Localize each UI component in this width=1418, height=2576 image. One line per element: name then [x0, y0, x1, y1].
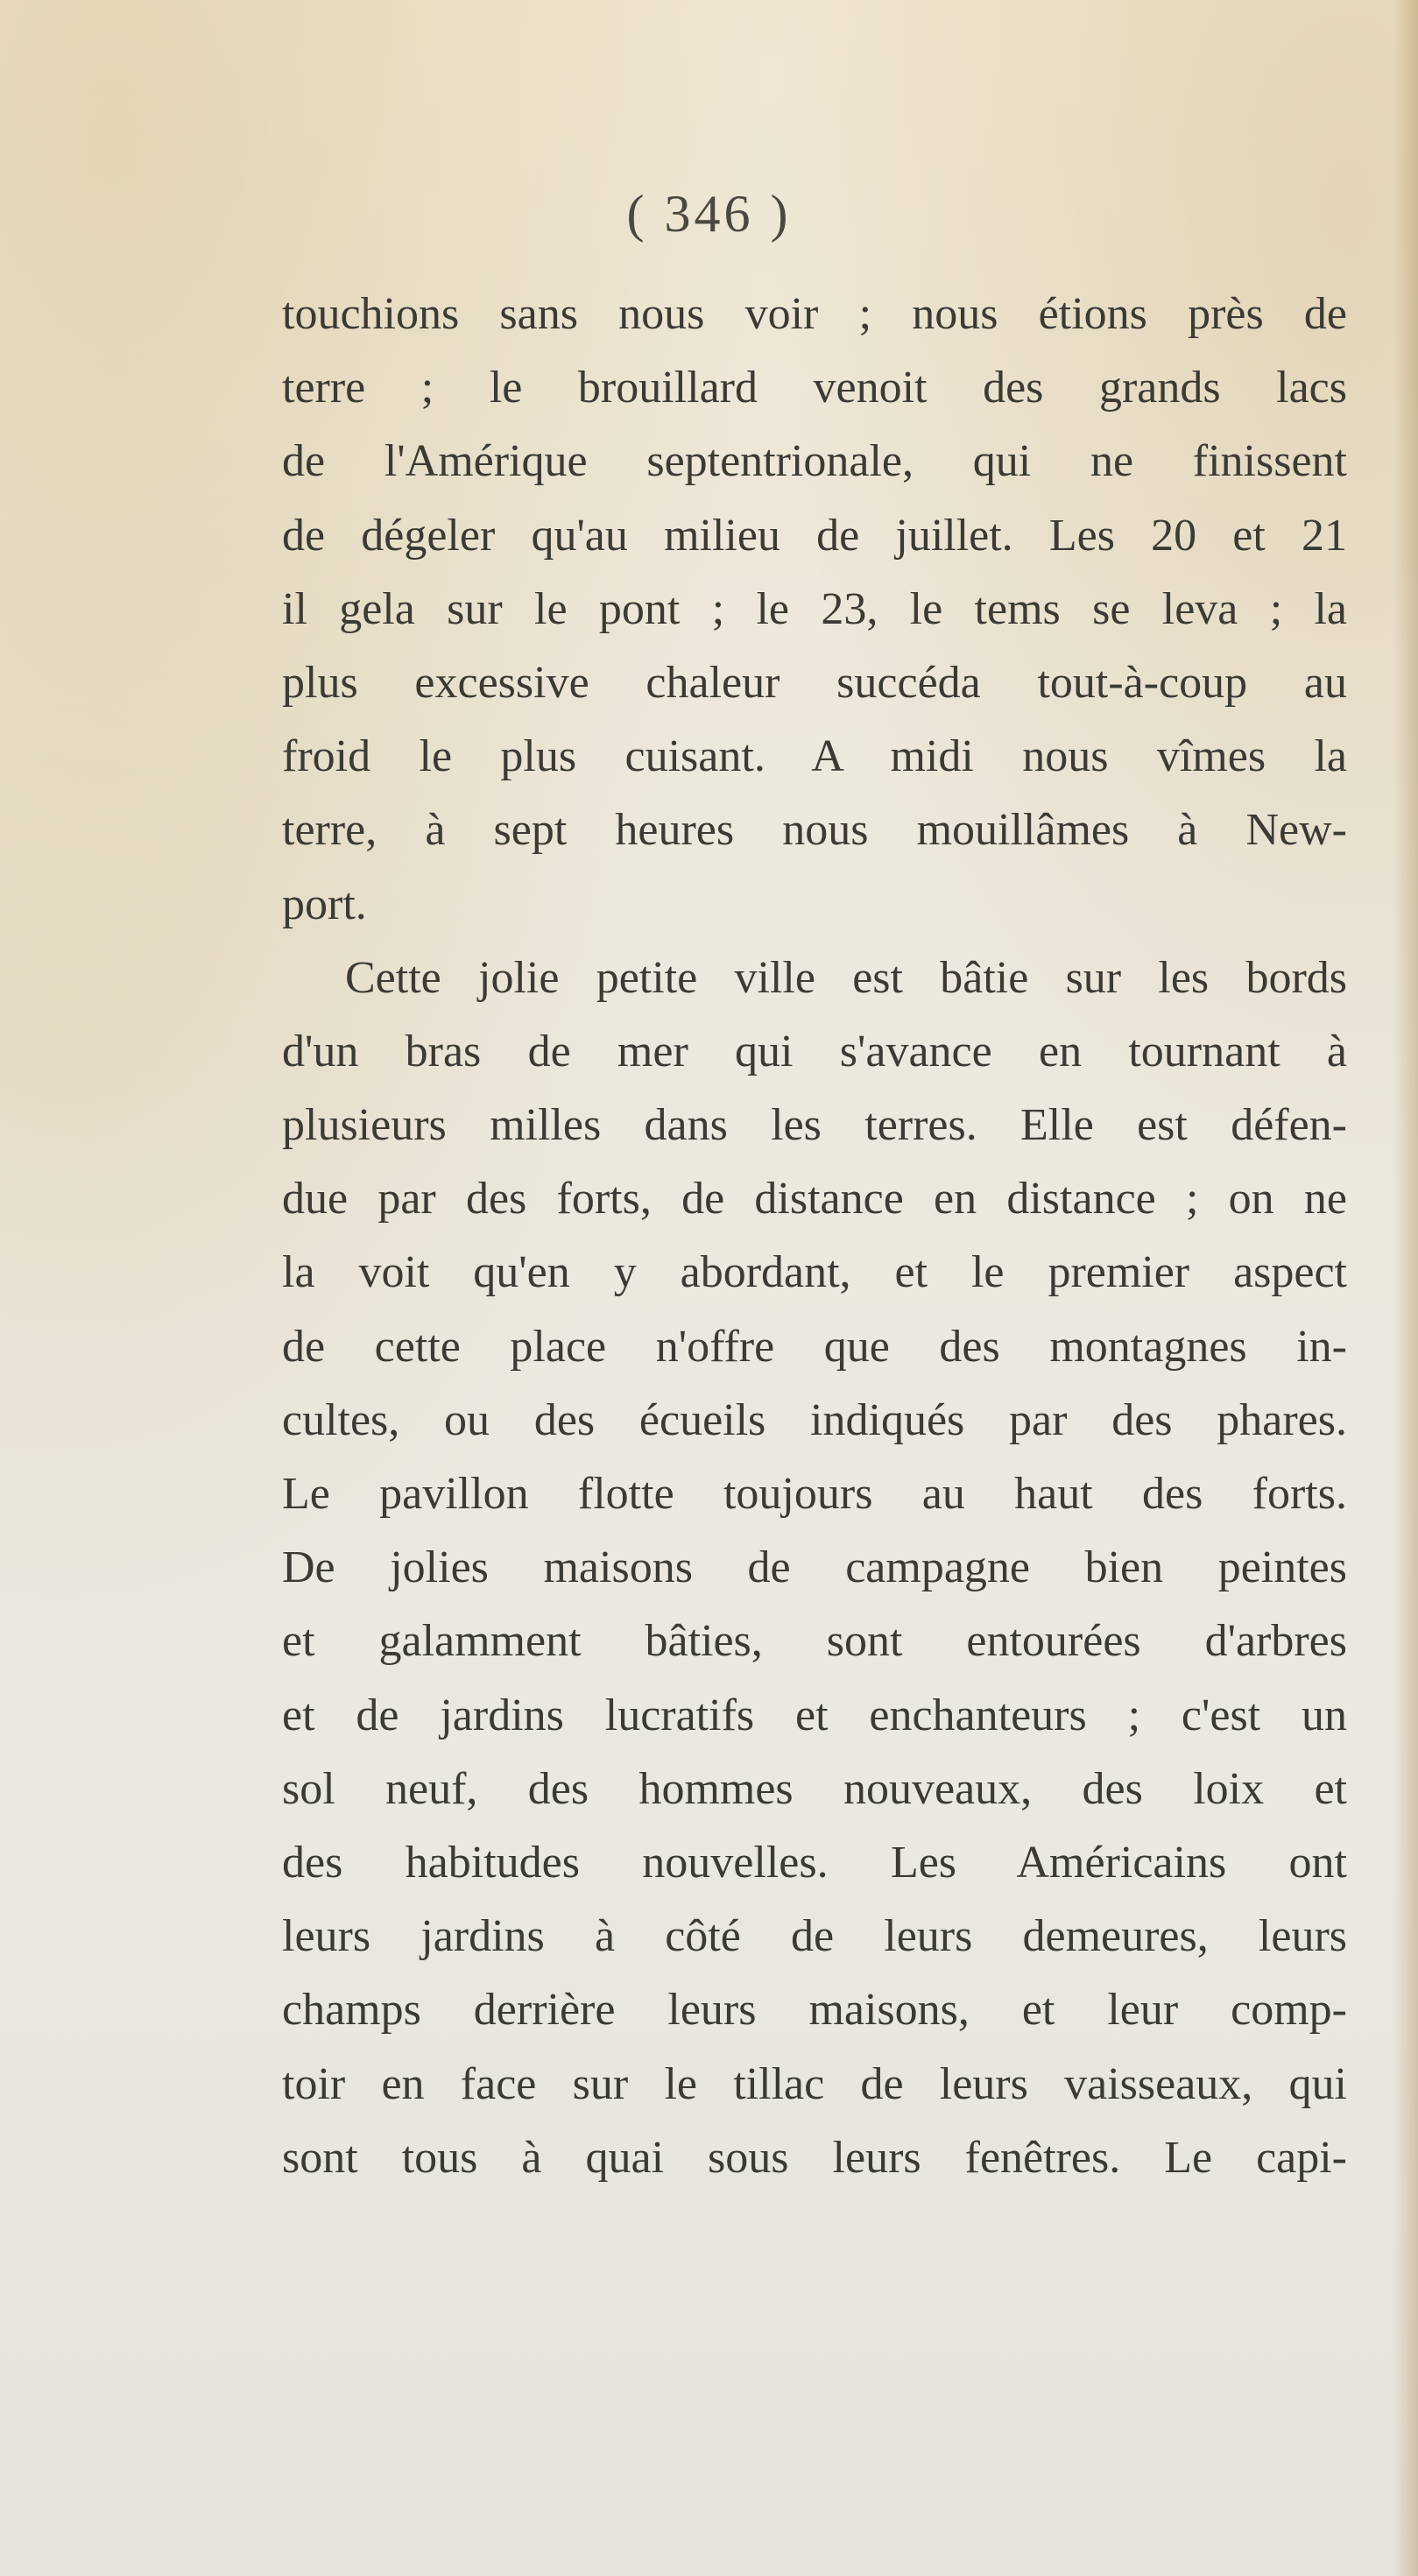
text-line: plusieurs milles dans les terres. Elle est défen-	[282, 1100, 1347, 1151]
text-line: leurs jardins à côté de leurs demeures, leurs	[282, 1911, 1347, 1962]
text-line: de cette place n'offre que des montagnes in-	[282, 1321, 1347, 1372]
text-line: port.	[282, 879, 367, 929]
page-edge	[1393, 0, 1418, 2576]
text-line: des habitudes nouvelles. Les Américains ont	[282, 1837, 1347, 1888]
text-line: Cette jolie petite ville est bâtie sur les bords	[345, 952, 1347, 1003]
text-line: champs derrière leurs maisons, et leur comp-	[282, 1985, 1347, 2036]
text-line: la voit qu'en y abordant, et le premier aspect	[282, 1247, 1347, 1298]
body-text	[282, 278, 1347, 2195]
text-line: et de jardins lucratifs et enchanteurs ; c'est un	[282, 1690, 1347, 1740]
page-number: ( 346 )	[626, 185, 792, 243]
text-line: sol neuf, des hommes nouveaux, des loix et	[282, 1763, 1347, 1814]
text-line: Le pavillon flotte toujours au haut des forts.	[282, 1469, 1347, 1519]
text-line: sont tous à quai sous leurs fenêtres. Le capi-	[282, 2132, 1347, 2183]
text-line: terre, à sept heures nous mouillâmes à New-	[282, 805, 1347, 856]
text-line: de dégeler qu'au milieu de juillet. Les 20 et 21	[282, 510, 1347, 561]
text-line: cultes, ou des écueils indiqués par des phares.	[282, 1394, 1347, 1445]
text-line: terre ; le brouillard venoit des grands lacs	[282, 363, 1347, 413]
text-line: toir en face sur le tillac de leurs vaisseaux, qui	[282, 2058, 1347, 2109]
text-line: plus excessive chaleur succéda tout-à-coup au	[282, 657, 1347, 708]
text-line: De jolies maisons de campagne bien peintes	[282, 1542, 1347, 1593]
text-line: touchions sans nous voir ; nous étions près de	[282, 289, 1347, 339]
text-line: due par des forts, de distance en distance ; on ne	[282, 1174, 1347, 1224]
text-line: et galamment bâties, sont entourées d'arbres	[282, 1616, 1347, 1667]
text-line: de l'Amérique septentrionale, qui ne finissent	[282, 436, 1347, 487]
text-line: d'un bras de mer qui s'avance en tournant à	[282, 1026, 1347, 1076]
text-line: il gela sur le pont ; le 23, le tems se leva ; la	[282, 583, 1347, 634]
text-line: froid le plus cuisant. A midi nous vîmes la	[282, 731, 1347, 782]
